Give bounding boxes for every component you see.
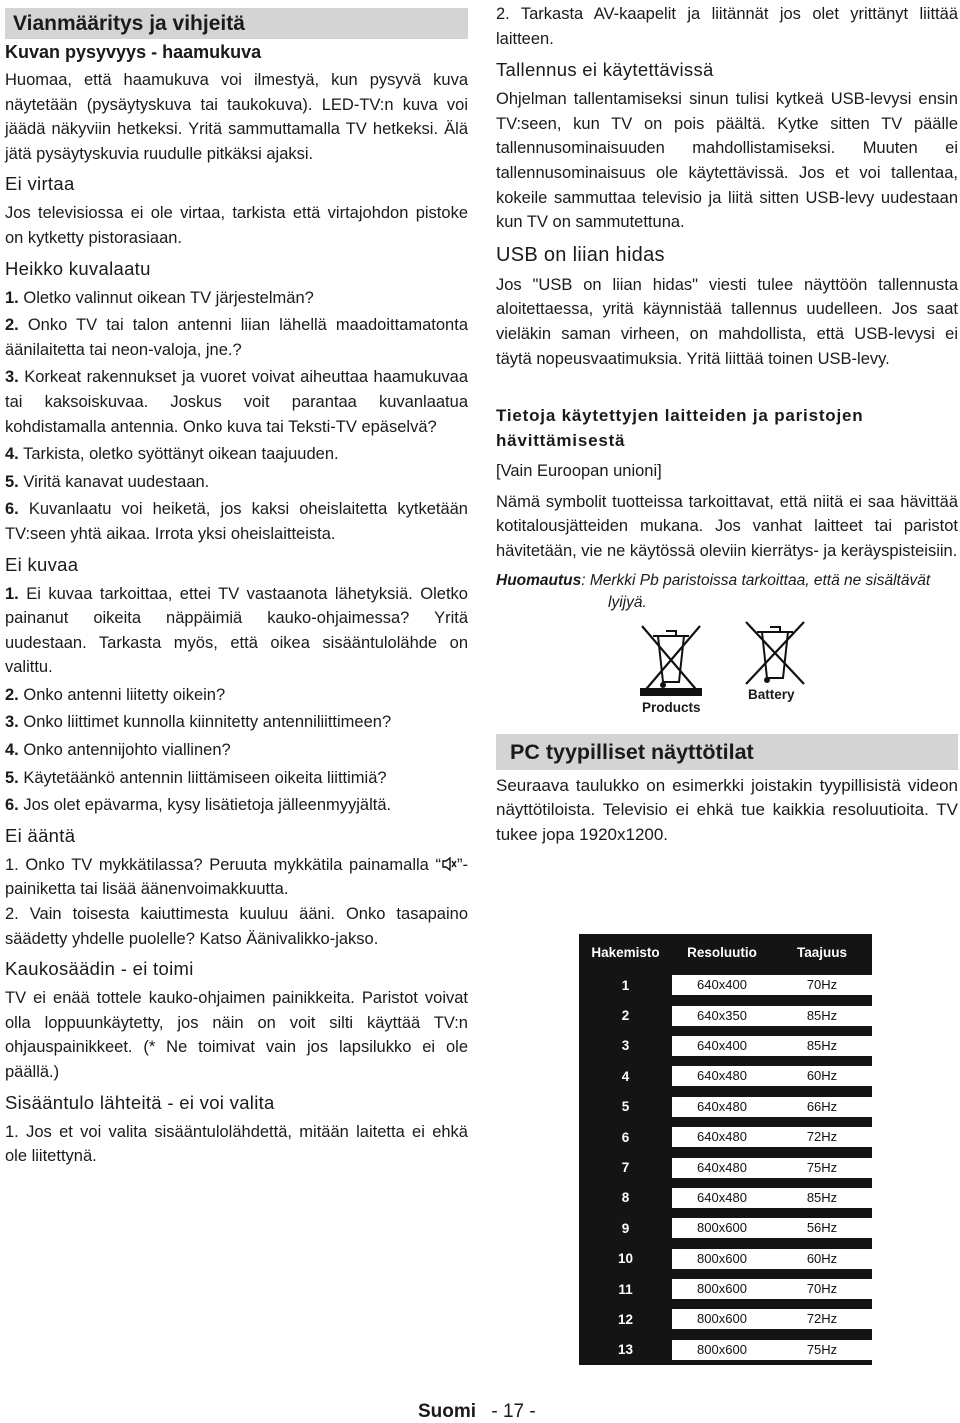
- item-text: Onko antennijohto viallinen?: [23, 741, 231, 760]
- footer-language: Suomi: [418, 1401, 477, 1422]
- no-picture-item: [5, 793, 468, 818]
- table-row: [579, 1304, 872, 1334]
- table-cell-frequency: [772, 1092, 872, 1122]
- item-number: 3.: [5, 368, 19, 387]
- table-cell-frequency: [772, 1152, 872, 1182]
- note-label: Huomautus: [496, 571, 582, 589]
- no-sound-item-1-end: ”-painiketta tai lisää äänenvoimakkuutta.: [5, 855, 468, 899]
- item-text: Viritä kanavat uudestaan.: [23, 472, 210, 491]
- disposal-note: [496, 570, 958, 614]
- resolution-value: 800x600: [672, 1218, 772, 1238]
- frequency-value: 72Hz: [772, 1309, 872, 1329]
- table-cell-index: 4: [621, 1068, 630, 1084]
- table-cell-frequency: [772, 1274, 872, 1304]
- poor-picture-item: [5, 365, 468, 439]
- resolution-value: 800x600: [672, 1340, 772, 1360]
- table-cell-index: 3: [621, 1038, 630, 1054]
- item-text: Onko liittimet kunnolla kiinnitetty antenniliittimeen?: [23, 713, 392, 732]
- products-label: Products: [642, 699, 701, 715]
- no-power-heading: Ei virtaa: [5, 173, 75, 195]
- pc-modes-text: Seuraava taulukko on esimerkki joistakin tyypillisistä videon näyttötiloista. Televisio ei ehkä tue kaikkia resoluutioita. TV tukee jopa 1920x1200.: [496, 775, 958, 844]
- resolution-value: 800x600: [672, 1279, 772, 1299]
- weee-symbols: [496, 616, 958, 724]
- no-picture-list: [5, 582, 468, 818]
- table-row: [579, 1031, 872, 1061]
- table-cell-index: 6: [621, 1129, 630, 1145]
- no-sound-item-2: 2. Vain toisesta kaiuttimesta kuuluu ääni. Onko tasapaino säädetty yhdelle puolelle? Katso Äänivalikko-jakso.: [5, 905, 468, 948]
- disposal-text: Nämä symbolit tuotteissa tarkoittavat, että niitä ei saa hävittää kotitalousjätteiden mukana. Jos vanhat laitteet tai paristot hävitetään, vie ne käytössä oleviin kierrätys- ja keräyspisteisiin.: [496, 492, 958, 560]
- frequency-value: 70Hz: [772, 1279, 872, 1299]
- table-cell-resolution: [672, 970, 772, 1000]
- table-cell-index: 13: [617, 1342, 634, 1358]
- section-title: Vianmääritys ja vihjeitä: [5, 8, 468, 39]
- poor-picture-item: [5, 313, 468, 362]
- poor-picture-item: [5, 497, 468, 546]
- table-cell-frequency: [772, 970, 872, 1000]
- table-cell-frequency: [772, 1061, 872, 1091]
- right-column: [496, 0, 958, 847]
- av-cable-item: 2. Tarkasta AV-kaapelit ja liitännät jos olet yrittänyt liittää laitteen.: [496, 5, 958, 48]
- table-row: [579, 1335, 872, 1365]
- table-cell-index: 9: [621, 1220, 630, 1236]
- table-row: [579, 1213, 872, 1243]
- poor-picture-list: [5, 286, 468, 547]
- usb-text: Jos "USB on liian hidas" viesti tulee näyttöön tallennusta aloitettaessa, yritä käynnistää tallennus uudelleen. Jos saat vieläkin saman virheen, on mahdollista, että USB-levysi ei täytä nopeusvaatimuksia. Yritä liittää toinen USB-levy.: [496, 275, 958, 368]
- table-cell-resolution: [672, 1304, 772, 1334]
- ghost-text: Huomaa, että haamukuva voi ilmestyä, kun pysyvä kuva näytetään (pysäytyskuva tai taukokuva). LED-TV:n kuva voi jäädä näkyviin hetkeksi. Yritä sammuttamalla TV hetkeksi. Älä jätä pysäytyskuvia ruudulle pitkäksi ajaksi.: [5, 71, 468, 163]
- table-header-resolution: Resoluutio: [687, 944, 757, 960]
- table-cell-resolution: [672, 1122, 772, 1152]
- poor-picture-item: [5, 470, 468, 495]
- table-cell-index: 1: [621, 977, 630, 993]
- resolution-value: 640x480: [672, 1188, 772, 1208]
- item-number: 2.: [5, 316, 19, 335]
- frequency-value: 60Hz: [772, 1249, 872, 1269]
- table-header-index: Hakemisto: [591, 944, 660, 960]
- disposal-eu: [Vain Euroopan unioni]: [496, 462, 662, 481]
- resolution-value: 640x400: [672, 1036, 772, 1056]
- frequency-value: 56Hz: [772, 1218, 872, 1238]
- table-cell-resolution: [672, 1183, 772, 1213]
- table-cell-index: 10: [617, 1251, 634, 1267]
- resolution-value: 640x480: [672, 1158, 772, 1178]
- input-text: 1. Jos et voi valita sisääntulolähdettä, mitään laitetta ei ehkä ole liitettynä.: [5, 1122, 468, 1166]
- frequency-value: 75Hz: [772, 1340, 872, 1360]
- no-picture-item: [5, 582, 468, 680]
- item-text: Jos olet epävarma, kysy lisätietoja jälleenmyyjältä.: [23, 796, 392, 815]
- remote-text: TV ei enää tottele kauko-ohjaimen painikkeita. Paristot voivat olla loppuunkäytetty, jos näin on voit silti käyttää TV:n ohjauspainikkeet. (* Ne toimivat vain jos lapsilukko ei ole päällä.): [5, 989, 468, 1081]
- table-cell-index: 5: [621, 1099, 630, 1115]
- note-text: : Merkki Pb paristoissa tarkoittaa, että ne sisältävät lyijyä.: [581, 571, 931, 611]
- item-number: 1.: [5, 584, 19, 603]
- battery-label: Battery: [748, 686, 795, 702]
- item-number: 2.: [5, 685, 19, 704]
- no-sound-item-1: [5, 853, 468, 902]
- table-cell-frequency: [772, 1335, 872, 1365]
- table-row: [579, 1152, 872, 1182]
- frequency-value: 72Hz: [772, 1127, 872, 1147]
- pc-modes-heading: PC tyypilliset näyttötilat: [496, 734, 958, 770]
- table-cell-index: 7: [621, 1160, 630, 1176]
- frequency-value: 85Hz: [772, 1188, 872, 1208]
- resolution-value: 800x600: [672, 1309, 772, 1329]
- table-cell-frequency: [772, 1213, 872, 1243]
- table-cell-resolution: [672, 1274, 772, 1304]
- item-text: Korkeat rakennukset ja vuoret voivat aiheuttaa haamukuvaa tai kaksoiskuvaa. Joskus voit parantaa kuvanlaatua kohdistamalla antennia. Onko kuva tai Teksti-TV epäselvä?: [5, 368, 469, 436]
- item-number: 6.: [5, 796, 19, 815]
- item-number: 6.: [5, 500, 19, 519]
- no-picture-heading: Ei kuvaa: [5, 553, 79, 575]
- table-cell-resolution: [672, 1061, 772, 1091]
- item-number: 3.: [5, 713, 19, 732]
- frequency-value: 85Hz: [772, 1036, 872, 1056]
- resolution-value: 640x400: [672, 975, 772, 995]
- table-cell-resolution: [672, 1213, 772, 1243]
- poor-picture-item: [5, 286, 468, 311]
- input-heading: Sisääntulo lähteitä - ei voi valita: [5, 1091, 275, 1113]
- table-cell-frequency: [772, 1031, 872, 1061]
- table-cell-frequency: [772, 1244, 872, 1274]
- item-text: Onko antenni liitetty oikein?: [23, 685, 226, 704]
- no-sound-item-1-start: 1. Onko TV mykkätilassa? Peruuta mykkätila painamalla “: [5, 855, 441, 874]
- resolution-value: 640x480: [672, 1127, 772, 1147]
- frequency-value: 85Hz: [772, 1006, 872, 1026]
- ghost-heading: Kuvan pysyvyys - haamukuva: [5, 42, 262, 62]
- pc-modes-table: [579, 934, 872, 1365]
- no-picture-item: [5, 738, 468, 763]
- table-cell-resolution: [672, 1244, 772, 1274]
- frequency-value: 60Hz: [772, 1066, 872, 1086]
- table-row: [579, 1244, 872, 1274]
- recording-heading: Tallennus ei käytettävissä: [496, 59, 714, 81]
- table-cell-index: 12: [617, 1311, 634, 1327]
- frequency-value: 66Hz: [772, 1097, 872, 1117]
- table-cell-frequency: [772, 1304, 872, 1334]
- resolution-value: 640x480: [672, 1066, 772, 1086]
- crossed-bin-products-icon: [636, 622, 706, 698]
- table-row: [579, 970, 872, 1000]
- resolution-value: 640x350: [672, 1006, 772, 1026]
- table-cell-frequency: [772, 1122, 872, 1152]
- table-row: [579, 1183, 872, 1213]
- table-cell-resolution: [672, 1092, 772, 1122]
- no-sound-heading: Ei ääntä: [5, 824, 76, 846]
- item-number: 5.: [5, 768, 19, 787]
- usb-heading: USB on liian hidas: [496, 243, 665, 266]
- item-text: Tarkista, oletko syöttänyt oikean taajuuden.: [23, 445, 339, 464]
- recording-text: Ohjelman tallentamiseksi sinun tulisi kytkeä USB-levysi ensin TV:seen, kun TV on pois päältä. Kytke sitten TV päälle tallennusominaisuuden mahdollistamiseksi. Muuten ei tallennusominaisuus ole käytettävissä. Jos et voi tallentaa, kokeile sammuttaa televisio ja liitä sitten USB-levy uudestaan kun TV on sammutettuna.: [496, 90, 958, 232]
- no-picture-item: [5, 683, 468, 708]
- item-number: 1.: [5, 288, 19, 307]
- poor-picture-heading: Heikko kuvalaatu: [5, 257, 151, 279]
- table-row: [579, 1061, 872, 1091]
- disposal-heading: Tietoja käytettyjen laitteiden ja paristojen hävittämisestä: [496, 406, 864, 451]
- table-header-frequency: Taajuus: [796, 944, 847, 960]
- table-row: [579, 1122, 872, 1152]
- table-cell-index: 11: [618, 1281, 633, 1297]
- table-row: [579, 1092, 872, 1122]
- item-text: Onko TV tai talon antenni liian lähellä maadoittamatonta äänilaitetta tai neon-valoja, jne.?: [5, 316, 468, 359]
- table-row: [579, 1000, 872, 1030]
- no-power-text: Jos televisiossa ei ole virtaa, tarkista että virtajohdon pistoke on kytketty pistorasiaan.: [5, 204, 468, 247]
- item-text: Ei kuvaa tarkoittaa, ettei TV vastaanota lähetyksiä. Oletko painanut oikeita näppäimiä kauko-ohjaimessa? Yritä uudestaan. Tarkasta myös, että oikea sisääntulolähde on valittu.: [5, 584, 468, 677]
- table-cell-frequency: [772, 1183, 872, 1213]
- no-picture-item: [5, 766, 468, 791]
- table-cell-resolution: [672, 1335, 772, 1365]
- resolution-value: 800x600: [672, 1249, 772, 1269]
- crossed-bin-battery-icon: [740, 620, 810, 686]
- frequency-value: 75Hz: [772, 1158, 872, 1178]
- resolution-value: 640x480: [672, 1097, 772, 1117]
- item-text: Oletko valinnut oikean TV järjestelmän?: [23, 288, 314, 307]
- table-cell-index: 2: [621, 1008, 630, 1024]
- frequency-value: 70Hz: [772, 975, 872, 995]
- mute-icon: [441, 856, 457, 874]
- left-column: [5, 0, 468, 1169]
- table-cell-resolution: [672, 1031, 772, 1061]
- table-cell-resolution: [672, 1152, 772, 1182]
- page-footer: [418, 1401, 536, 1423]
- poor-picture-item: [5, 442, 468, 467]
- table-cell-frequency: [772, 1000, 872, 1030]
- table-row: [579, 1274, 872, 1304]
- item-number: 4.: [5, 445, 19, 464]
- footer-page-number: - 17 -: [491, 1401, 536, 1422]
- remote-heading: Kaukosäädin - ei toimi: [5, 958, 194, 980]
- item-number: 4.: [5, 741, 19, 760]
- item-text: Käytetäänkö antennin liittämiseen oikeita liittimiä?: [23, 768, 387, 787]
- table-cell-index: 8: [621, 1190, 630, 1206]
- item-text: Kuvanlaatu voi heiketä, jos kaksi oheislaitetta kytketään TV:seen yhtä aikaa. Irrota yksi oheislaitteista.: [5, 500, 468, 543]
- no-picture-item: [5, 710, 468, 735]
- table-cell-resolution: [672, 1000, 772, 1030]
- item-number: 5.: [5, 472, 19, 491]
- table-header-row: [579, 934, 872, 970]
